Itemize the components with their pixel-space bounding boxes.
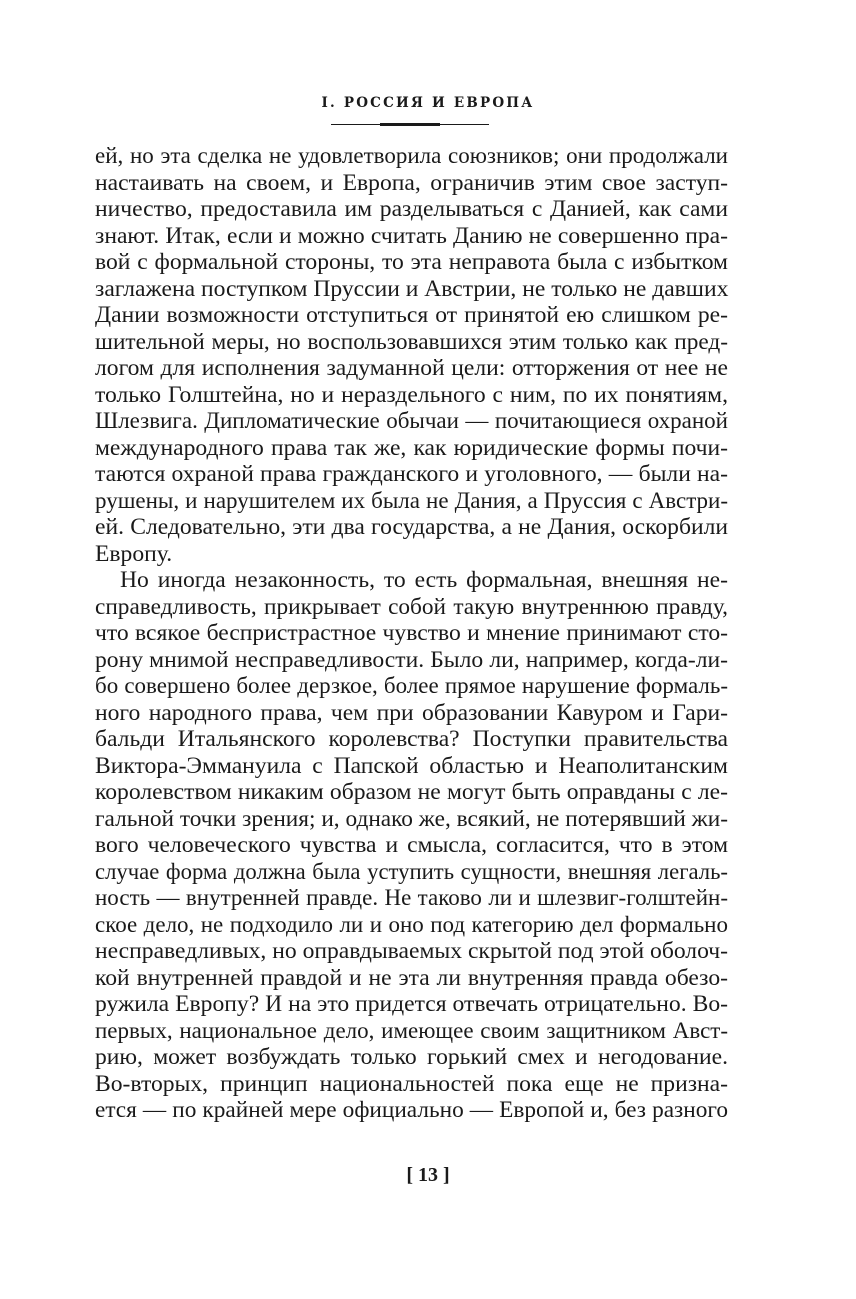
text-line: рию, может возбуждать только горький смех и негодование.: [95, 1044, 728, 1070]
text-line: гальной точки зрения; и, однако же, всякий, не потерявший жи-: [95, 805, 728, 832]
text-line: Европу.: [95, 540, 173, 567]
page-number: [ 13 ]: [406, 1164, 450, 1186]
text-line: ей. Следовательно, эти два государства, а не Дания, оскорбили: [95, 514, 728, 540]
text-line: Дании возможности отступиться от принятой ею слишком ре-: [95, 302, 728, 328]
text-line: королевством никаким образом не могут быть оправданы с ле-: [95, 779, 728, 805]
text-line: ское дело, не подходило ли и оно под категорию дел формально: [95, 911, 728, 937]
text-line: ничество, предоставила им разделываться с Данией, как сами: [95, 196, 728, 222]
text-line: вой с формальной стороны, то эта неправота была с избытком: [95, 249, 728, 275]
running-head: I. РОССИЯ И ЕВРОПА: [321, 95, 535, 111]
text-line: случае форма должна была уступить сущности, внешняя легаль-: [95, 858, 728, 884]
text-line: шительной меры, но воспользовавшихся этим только как пред-: [95, 328, 728, 355]
text-line: кой внутренней правдой и не эта ли внутренняя правда обезо-: [95, 964, 728, 991]
text-line: ность — внутренней правде. Не таково ли и шлезвиг-голштейн-: [95, 885, 728, 910]
text-line: Во-вторых, принцип национальностей пока еще не призна-: [95, 1070, 728, 1097]
text-line: заглажена поступком Пруссии и Австрии, не только не давших: [95, 275, 729, 302]
body-text: [95, 143, 728, 1124]
text-line: Но иногда незаконность, то есть формальная, внешняя не-: [120, 567, 728, 593]
text-line: справедливость, прикрывает собой такую внутреннюю правду,: [95, 593, 728, 620]
text-line: что всякое беспристрастное чувство и мнение принимают сто-: [95, 620, 728, 646]
header-rule-ornament: [380, 123, 440, 126]
text-line: вого человеческого чувства и смысла, согласится, что в этом: [95, 832, 728, 858]
text-line: таются охраной права гражданского и уголовного, — были на-: [95, 461, 728, 487]
text-line: первых, национальное дело, имеющее своим защитником Авст-: [95, 1017, 728, 1043]
text-line: настаивать на своем, и Европа, ограничив этим свое заступ-: [95, 169, 728, 196]
text-line: ружила Европу? И на это придется отвечать отрицательно. Во-: [95, 991, 728, 1017]
text-line: ей, но эта сделка не удовлетворила союзников; они продолжали: [95, 143, 728, 168]
text-line: ется — по крайней мере официально — Европой и, без разного: [95, 1097, 728, 1123]
text-line: бальди Итальянского королевства? Поступки правительства: [95, 726, 728, 752]
text-line: Шлезвига. Дипломатические обычаи — почитающиеся охраной: [95, 408, 728, 433]
text-line: Виктора-Эммануила с Папской областью и Неаполитанским: [95, 752, 728, 779]
text-line: несправедливых, но оправдываемых скрытой под этой оболоч-: [95, 938, 728, 964]
text-line: ного народного права, чем при образовании Кавуром и Гари-: [95, 699, 728, 726]
text-line: бо совершено более дерзкое, более прямое нарушение формаль-: [95, 673, 728, 698]
text-line: только Голштейна, но и нераздельного с ним, по их понятиям,: [95, 381, 728, 408]
text-line: рушены, и нарушителем их была не Дания, а Пруссия с Австри-: [95, 487, 728, 513]
text-line: рону мнимой несправедливости. Было ли, например, когда-ли-: [95, 646, 728, 673]
text-line: логом для исполнения задуманной цели: отторжения от нее не: [95, 355, 728, 381]
text-line: международного права так же, как юридические формы почи-: [95, 434, 728, 461]
text-line: знают. Итак, если и можно считать Данию не совершенно пра-: [95, 222, 728, 249]
